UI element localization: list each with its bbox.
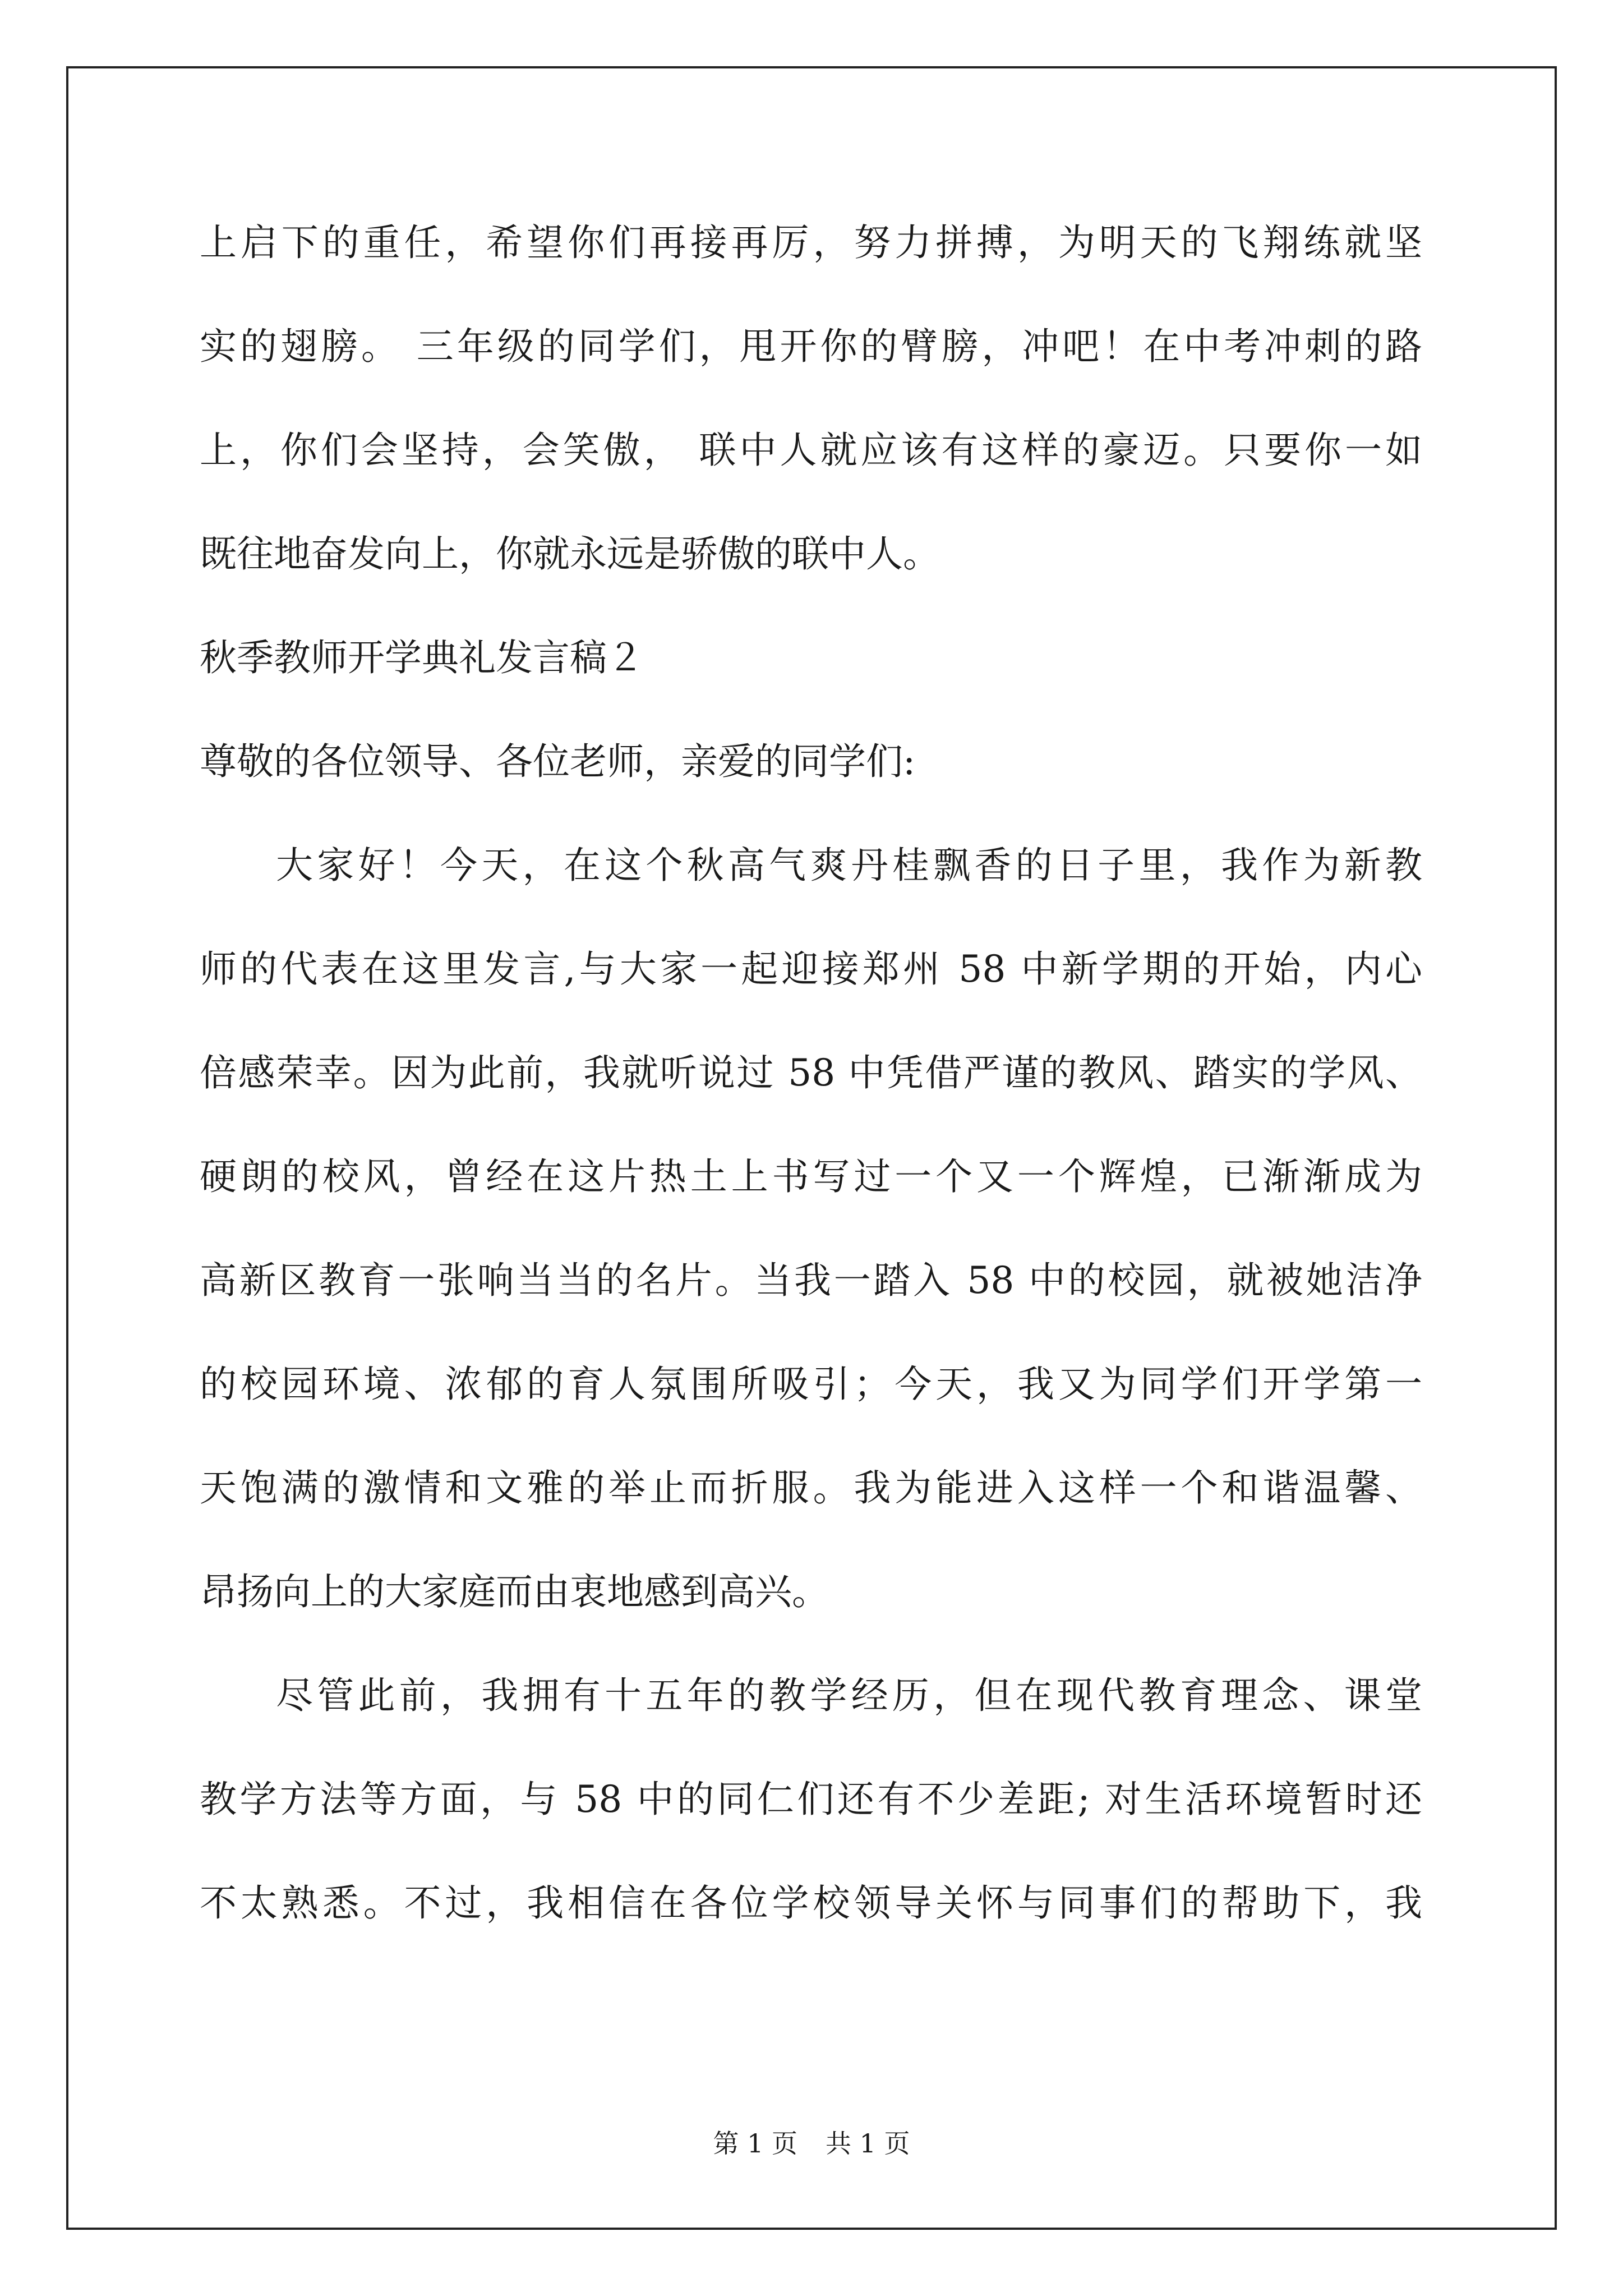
section-title: 秋季教师开学典礼发言稿２: [200, 636, 644, 679]
text-line: 高新区教育一张响当当的名片。当我一踏入 58 中的校园，就被她洁净: [200, 1259, 1422, 1302]
text-line: 既往地奋发向上，你就永远是骄傲的联中人。: [200, 532, 940, 576]
text-line: 上，你们会坚持，会笑傲， 联中人就应该有这样的豪迈。只要你一如: [200, 429, 1422, 472]
text-line: 昂扬向上的大家庭而由衷地感到高兴。: [200, 1570, 829, 1613]
text-line: 实的翅膀。 三年级的同学们，甩开你的臂膀，冲吧！在中考冲刺的路: [200, 325, 1422, 368]
text-line: 上启下的重任，希望你们再接再厉，努力拼搏，为明天的飞翔练就坚: [200, 221, 1422, 264]
text-line: 天饱满的激情和文雅的举止而折服。我为能进入这样一个和谐温馨、: [200, 1466, 1422, 1510]
text-line: 大家好！今天，在这个秋高气爽丹桂飘香的日子里，我作为新教: [276, 844, 1422, 887]
page-number: 第 1 页: [713, 2128, 797, 2159]
text-line: 倍感荣幸。因为此前，我就听说过 58 中凭借严谨的教风、踏实的学风、: [200, 1051, 1422, 1094]
page-total: 共 1 页: [826, 2128, 910, 2159]
text-line: 师的代表在这里发言,与大家一起迎接郑州 58 中新学期的开始，内心: [200, 947, 1422, 991]
document-body: [200, 208, 1422, 1972]
text-line: 的校园环境、浓郁的育人氛围所吸引；今天，我又为同学们开学第一: [200, 1363, 1422, 1406]
text-line: 硬朗的校风，曾经在这片热土上书写过一个又一个辉煌，已渐渐成为: [200, 1155, 1422, 1198]
text-line: 教学方法等方面，与 58 中的同仁们还有不少差距; 对生活环境暂时还: [200, 1778, 1422, 1821]
salutation: 尊敬的各位领导、各位老师，亲爱的同学们:: [200, 740, 916, 783]
text-line: 不太熟悉。不过，我相信在各位学校领导关怀与同事们的帮助下，我: [200, 1881, 1422, 1925]
text-line: 尽管此前，我拥有十五年的教学经历，但在现代教育理念、课堂: [276, 1674, 1422, 1717]
page-footer: [0, 2123, 1623, 2160]
